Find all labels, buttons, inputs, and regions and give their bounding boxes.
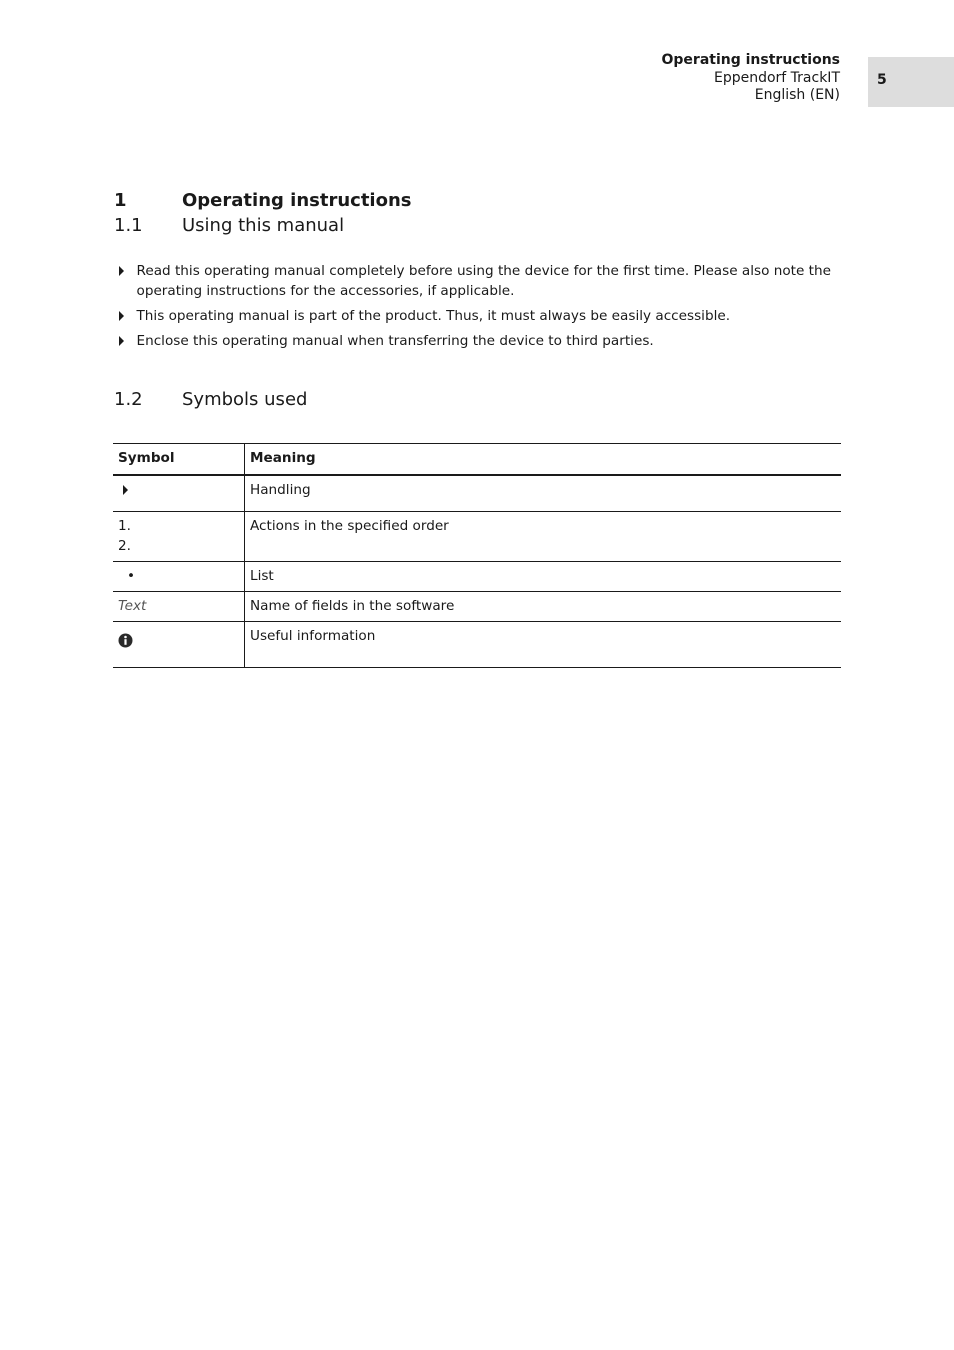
meaning-cell: Name of fields in the software	[245, 592, 842, 622]
symbol-cell	[113, 622, 245, 668]
symbol-cell	[113, 512, 245, 562]
triangle-right-icon	[123, 485, 128, 495]
column-header-symbol: Symbol	[113, 444, 245, 476]
section-title: Operating instructions	[182, 190, 412, 211]
table-row	[113, 512, 841, 562]
triangle-right-icon	[119, 336, 124, 346]
list-item	[114, 331, 834, 351]
symbol-cell: •	[113, 562, 245, 592]
section-number: 1	[114, 190, 127, 211]
list-item	[114, 306, 834, 326]
section-number: 1.1	[114, 215, 143, 236]
section-title: Using this manual	[182, 215, 345, 236]
symbol-cell	[113, 475, 245, 512]
meaning-cell: Useful information	[245, 622, 842, 668]
symbol-cell: Text	[113, 592, 245, 622]
numbered-symbol-2: 2.	[118, 538, 131, 554]
page-number-tab	[868, 57, 954, 107]
table-row	[113, 475, 841, 512]
table-row	[113, 562, 841, 592]
section-title: Symbols used	[182, 389, 308, 410]
info-icon	[118, 633, 133, 648]
header-language: English (EN)	[754, 87, 840, 103]
meaning-cell: Actions in the specified order	[245, 512, 842, 562]
list-item	[114, 261, 834, 301]
symbols-table	[113, 443, 841, 668]
column-header-meaning: Meaning	[245, 444, 842, 476]
triangle-right-icon	[119, 266, 124, 276]
meaning-cell: List	[245, 562, 842, 592]
header-product: Eppendorf TrackIT	[713, 69, 840, 86]
list-item-text: Read this operating manual completely before using the device for the first time. Please also note the operating instructions for the accessories, if applicable.	[136, 263, 831, 299]
section-1-1-heading	[114, 215, 344, 236]
list-item-text: This operating manual is part of the product. Thus, it must always be easily accessible.	[136, 308, 731, 324]
section-number: 1.2	[114, 389, 143, 410]
section-1-heading	[114, 190, 412, 211]
table-header-row	[113, 444, 841, 476]
table-row	[113, 592, 841, 622]
header-title: Operating instructions	[661, 52, 840, 68]
triangle-right-icon	[119, 311, 124, 321]
running-header	[662, 52, 841, 105]
page-number: 5	[877, 72, 887, 88]
numbered-symbol-1: 1.	[118, 518, 131, 534]
list-item-text: Enclose this operating manual when transferring the device to third parties.	[136, 333, 654, 349]
meaning-cell: Handling	[245, 475, 842, 512]
section-1-2-heading	[114, 389, 307, 410]
table-row	[113, 622, 841, 668]
instruction-list	[114, 261, 834, 356]
